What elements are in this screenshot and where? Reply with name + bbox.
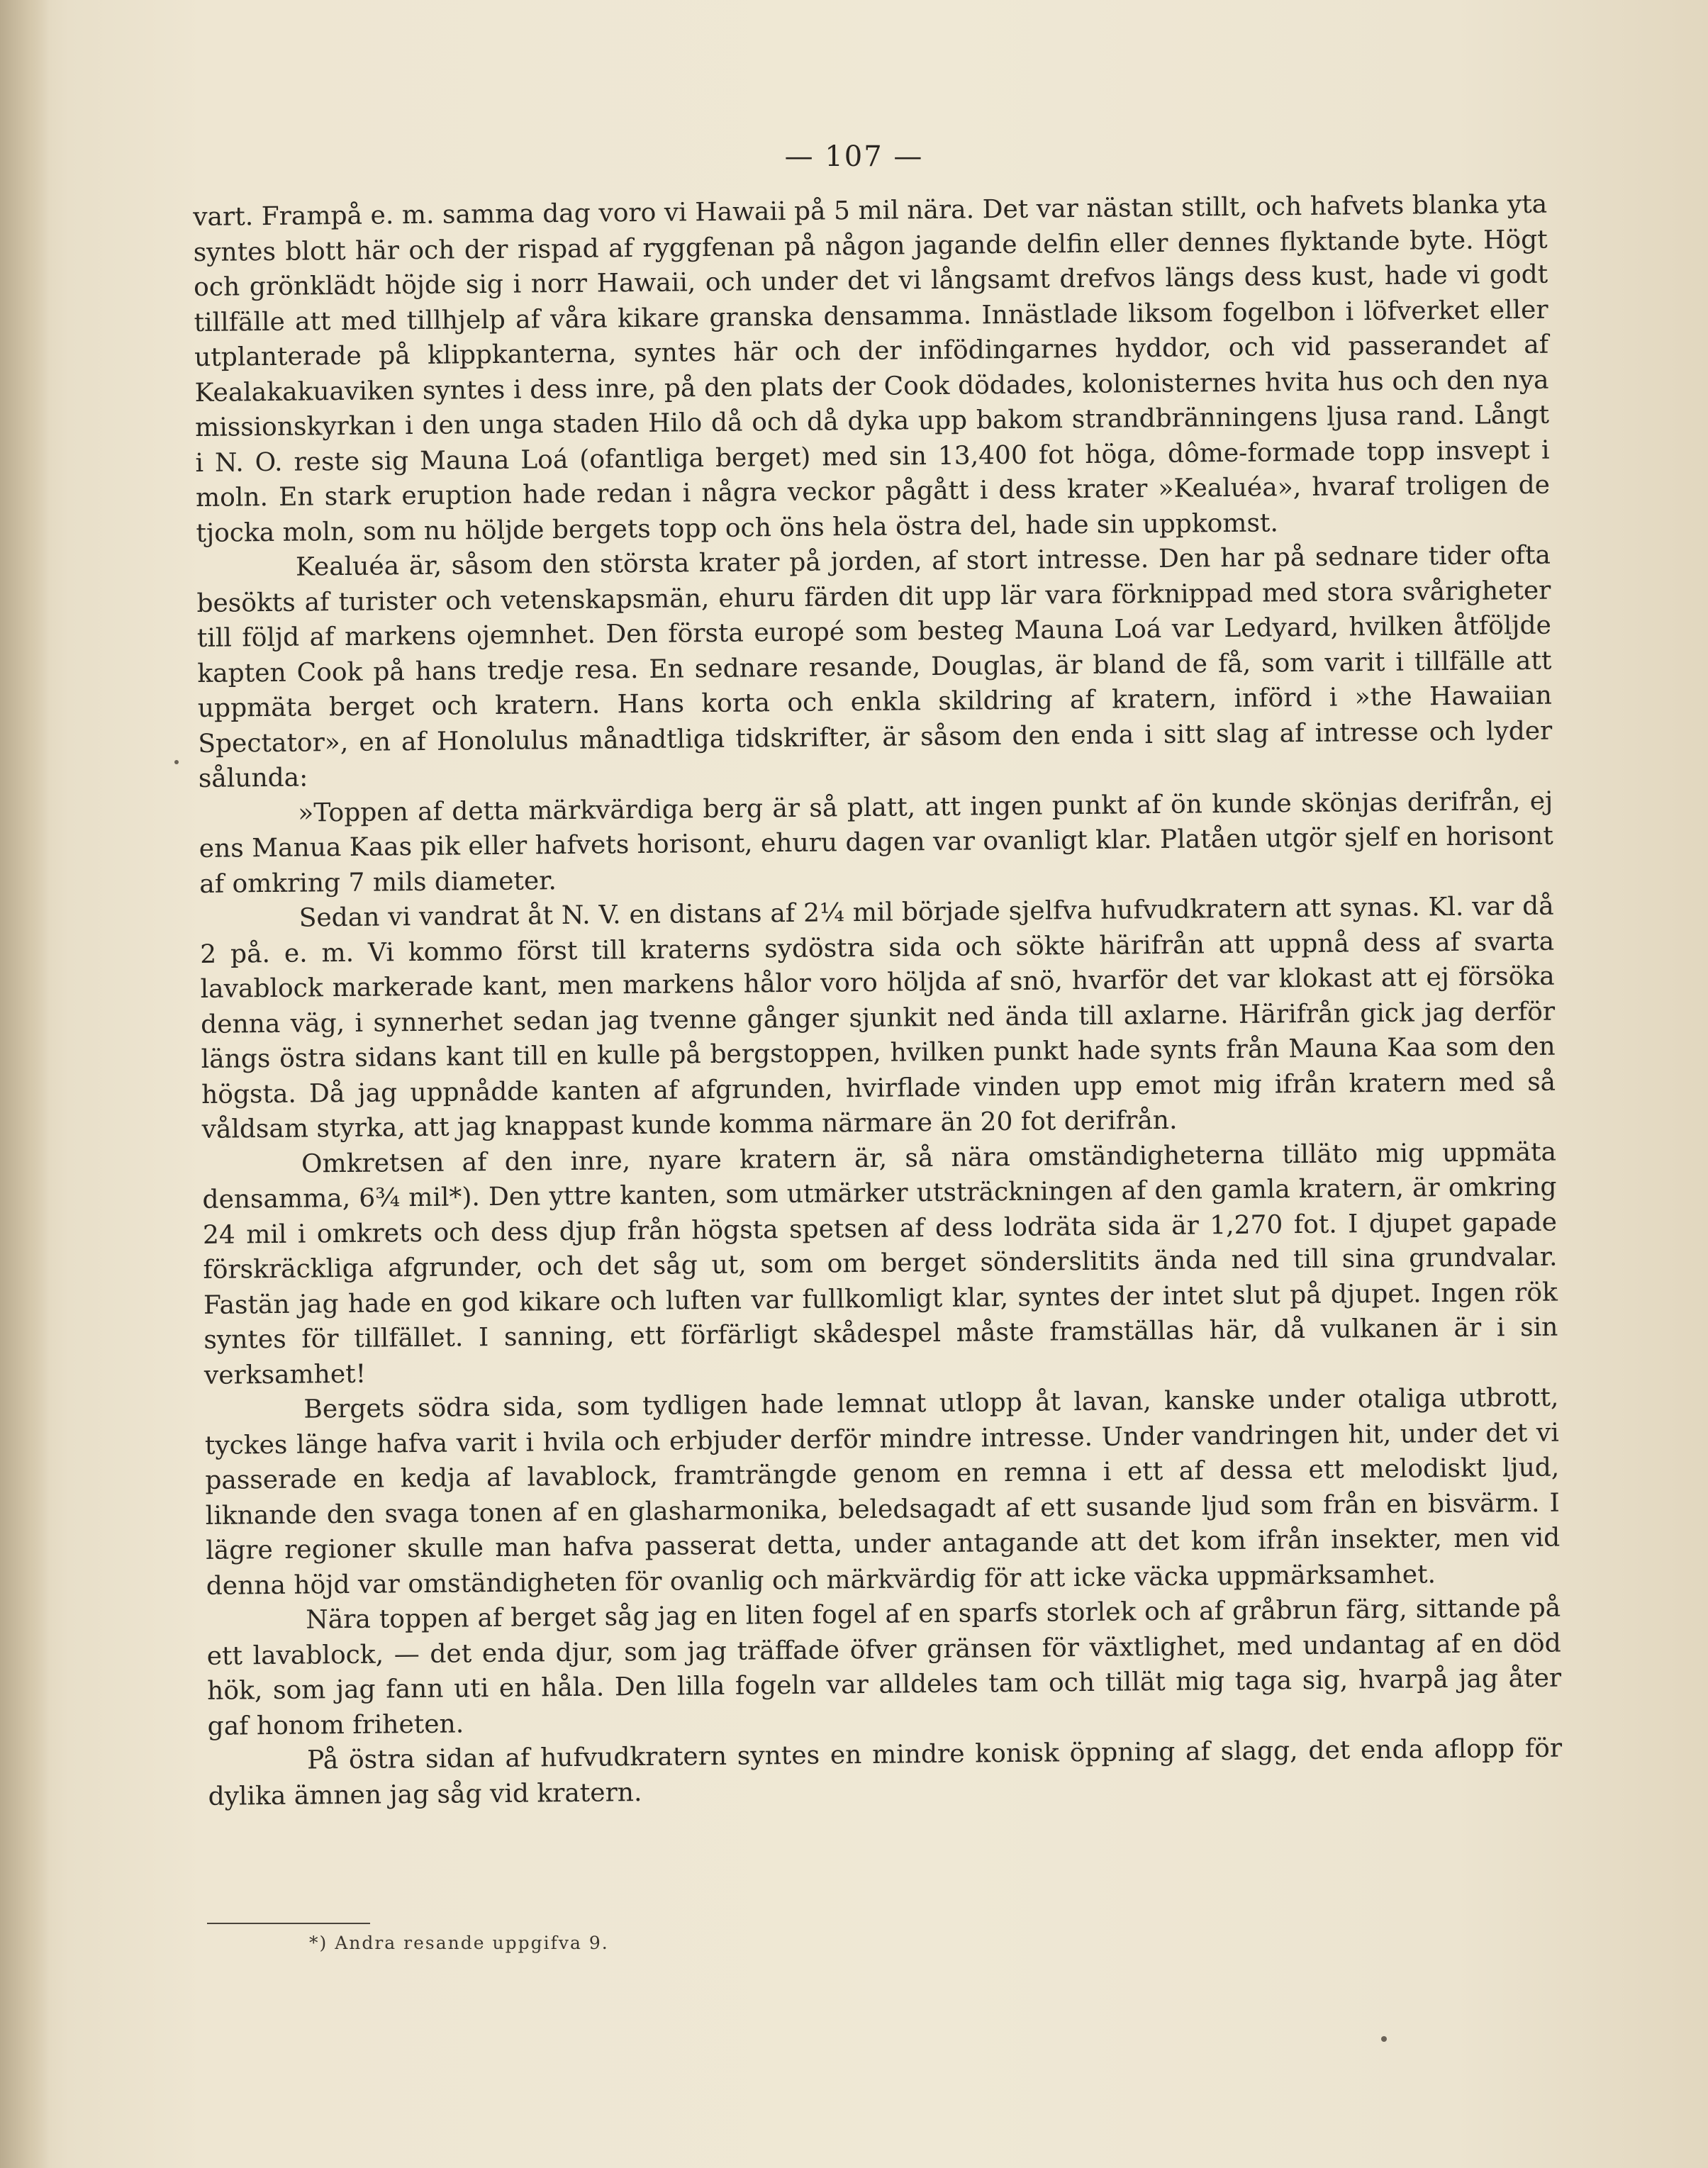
paper-speck bbox=[1381, 2036, 1387, 2042]
paragraph-4: Sedan vi vandrat åt N. V. en distans af 2¼ mil började sjelfva hufvudkratern att synas. Kl. var då 2 på. e. m. Vi kommo först till kraterns sydöstra sida och sökte härifrån att uppnå dess af svarta lavablock markerade kant, men markens hålor voro höljda af snö, hvarför det var klokast att ej försöka denna väg, i synnerhet sedan jag tvenne gånger sjunkit ned ända till axlarne. Härifrån gick jag derför längs östra sidans kant till en kulle på bergstoppen, hvilken punkt hade synts från Mauna Kaa som den högsta. Då jag uppnådde kanten af afgrunden, hvirflade vinden upp emot mig ifrån kratern med så våldsam styrka, att jag knappast kunde komma närmare än 20 fot derifrån. bbox=[200, 891, 1556, 1144]
body-text bbox=[193, 187, 1563, 1814]
footnote-divider bbox=[207, 1923, 370, 1924]
paragraph-7: Nära toppen af berget såg jag en liten fogel af en sparfs storlek och af gråbrun färg, sittande på ett lavablock, — det enda djur, som jag träffade öfver gränsen för växtlighet, med undantag af en död hök, som jag fann uti en håla. Den lilla fogeln var alldeles tam och tillät mig taga sig, hvarpå jag åter gaf honom friheten. bbox=[206, 1593, 1562, 1741]
paragraph-8: På östra sidan af hufvudkratern syntes en mindre konisk öppning af slagg, det enda aflopp för dylika ämnen jag såg vid kratern. bbox=[208, 1733, 1563, 1811]
paragraph-1: vart. Frampå e. m. samma dag voro vi Hawaii på 5 mil nära. Det var nästan stillt, och hafvets blanka yta syntes blott här och der rispad af ryggfenan på någon jagande delfin eller dennes flyktande byte. Högt och grönklädt höjde sig i norr Hawaii, och under det vi långsamt drefvos längs dess kust, hade vi godt tillfälle att med tillhjelp af våra kikare granska densamma. Innästlade liksom fogelbon i löfverket eller utplanterade på klippkanterna, syntes här och der infödingarnes hyddor, och vid passerandet af Kealakakuaviken syntes i dess inre, på den plats der Cook dödades, kolonisternes hvita hus och den nya missionskyrkan i den unga staden Hilo då och då dyka upp bakom strandbränningens ljusa rand. Långt i N. O. reste sig Mauna Loá (ofantliga berget) med sin 13,400 fot höga, dôme-formade topp insvept i moln. En stark eruption hade redan i några veckor pågått i dess krater »Kealuéa», hvaraf troligen de tjocka moln, som nu höljde bergets topp och öns hela östra del, hade sin uppkomst. bbox=[193, 189, 1551, 548]
paper-speck bbox=[174, 760, 179, 764]
paragraph-5: Omkretsen af den inre, nyare kratern är, så nära omständigheterna tilläto mig uppmäta densamma, 6¾ mil*). Den yttre kanten, som utmärker utsträckningen af den gamla kratern, är omkring 24 mil i omkrets och dess djup från högsta spetsen af dess lodräta sida är 1,270 fot. I djupet gapade förskräckliga afgrunder, och det såg ut, som om berget sönderslitits ända ned till sina grundvalar. Fastän jag hade en god kikare och luften var fullkomligt klar, syntes der intet slut på djupet. Ingen rök syntes för tillfället. I sanning, ett förfärligt skådespel måste framställas här, då vulkanen är i sin verksamhet! bbox=[202, 1137, 1558, 1390]
page-number: — 107 — bbox=[784, 140, 924, 173]
footnote: *) Andra resande uppgifva 9. bbox=[309, 1933, 609, 1953]
paragraph-2: Kealuéa är, såsom den största krater på jorden, af stort intresse. Den har på sednare tider ofta besökts af turister och vetenskapsmän, ehuru färden dit upp lär vara förknippad med stora svårigheter till följd af markens ojemnhet. Den första europé som besteg Mauna Loá var Ledyard, hvilken åtföljde kapten Cook på hans tredje resa. En sednare resande, Douglas, är bland de få, som varit i tillfälle att uppmäta berget och kratern. Hans korta och enkla skildring af kratern, införd i »the Hawaiian Spectator», en af Honolulus månadtliga tidskrifter, är såsom den enda i sitt slag af intresse och lyder sålunda: bbox=[196, 540, 1553, 793]
paragraph-3: »Toppen af detta märkvärdiga berg är så platt, att ingen punkt af ön kunde skönjas derifrån, ej ens Manua Kaas pik eller hafvets horisont, ehuru dagen var ovanligt klar. Platåen utgör sjelf en horisont af omkring 7 mils diameter. bbox=[199, 786, 1553, 899]
paragraph-6: Bergets södra sida, som tydligen hade lemnat utlopp åt lavan, kanske under otaliga utbrott, tyckes länge hafva varit i hvila och erbjuder derför mindre intresse. Under vandringen hit, under det vi passerade en kedja af lavablock, framträngde genom en remna i ett af dessa ett melodiskt ljud, liknande den svaga tonen af en glasharmonika, beledsagadt af ett susande ljud som från en bisvärm. I lägre regioner skulle man hafva passerat detta, under antagande att det kom ifrån insekter, men vid denna höjd var omständigheten för ovanlig och märkvärdig för att icke väcka uppmärksamhet. bbox=[204, 1382, 1561, 1601]
